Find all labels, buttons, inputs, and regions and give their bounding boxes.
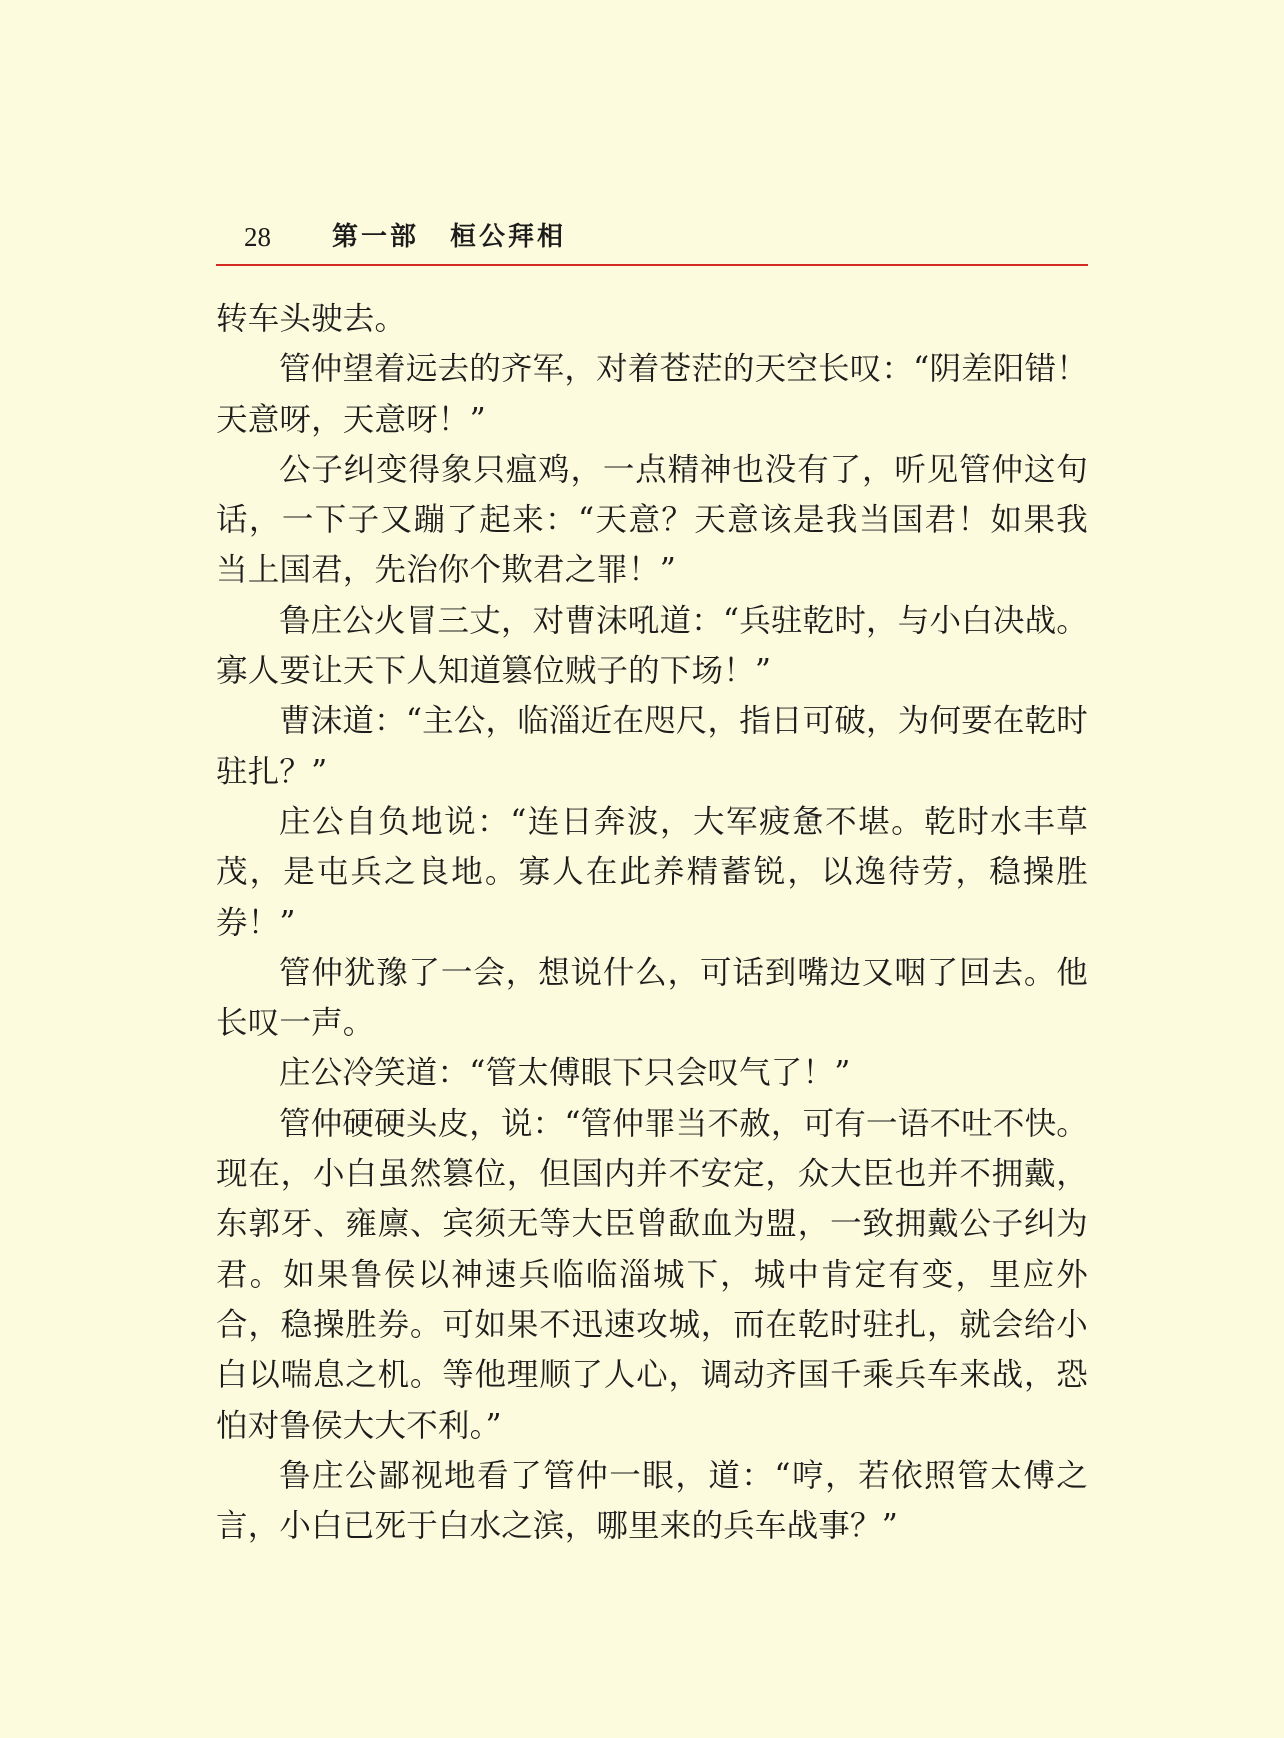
book-page (216, 0, 1088, 1738)
paragraph: 公子纠变得象只瘟鸡，一点精神也没有了，听见管仲这句话，一下子又蹦了起来：“天意？天意该是我当国君！如果我当上国君，先治你个欺君之罪！” (216, 451, 1088, 589)
part-title: 第一部 (332, 222, 420, 252)
paragraph: 管仲望着远去的齐军，对着苍茫的天空长叹：“阴差阳错！天意呀，天意呀！” (216, 351, 1088, 438)
paragraph: 庄公自负地说：“连日奔波，大军疲惫不堪。乾时水丰草茂，是屯兵之良地。寡人在此养精蓄锐，以逸待劳，稳操胜券！” (216, 803, 1088, 941)
chapter-title: 桓公拜相 (450, 222, 567, 252)
running-head (216, 222, 1088, 262)
header-rule (216, 264, 1088, 266)
paragraph: 管仲硬硬头皮，说：“管仲罪当不赦，可有一语不吐不快。现在，小白虽然篡位，但国内并不安定，众大臣也并不拥戴，东郭牙、雍廪、宾须无等大臣曾歃血为盟，一致拥戴公子纠为君。如果鲁侯以神速兵临临淄城下，城中肯定有变，里应外合，稳操胜券。可如果不迅速攻城，而在乾时驻扎，就会给小白以喘息之机。等他理顺了人心，调动齐国千乘兵车来战，恐怕对鲁侯大大不利。” (216, 1105, 1088, 1444)
page-number: 28 (244, 222, 271, 252)
paragraph: 管仲犹豫了一会，想说什么，可话到嘴边又咽了回去。他长叹一声。 (216, 954, 1088, 1042)
body-text (216, 294, 1088, 1551)
paragraph: 庄公冷笑道：“管太傅眼下只会叹气了！” (279, 1055, 851, 1092)
paragraph: 鲁庄公火冒三丈，对曹沫吼道：“兵驻乾时，与小白决战。寡人要让天下人知道篡位贼子的下场！” (216, 602, 1088, 690)
paragraph: 鲁庄公鄙视地看了管仲一眼，道：“哼，若依照管太傅之言，小白已死于白水之滨，哪里来的兵车战事？” (216, 1457, 1088, 1545)
paragraph: 曹沫道：“主公，临淄近在咫尺，指日可破，为何要在乾时驻扎？” (216, 703, 1088, 790)
paragraph: 转车头驶去。 (216, 301, 407, 337)
